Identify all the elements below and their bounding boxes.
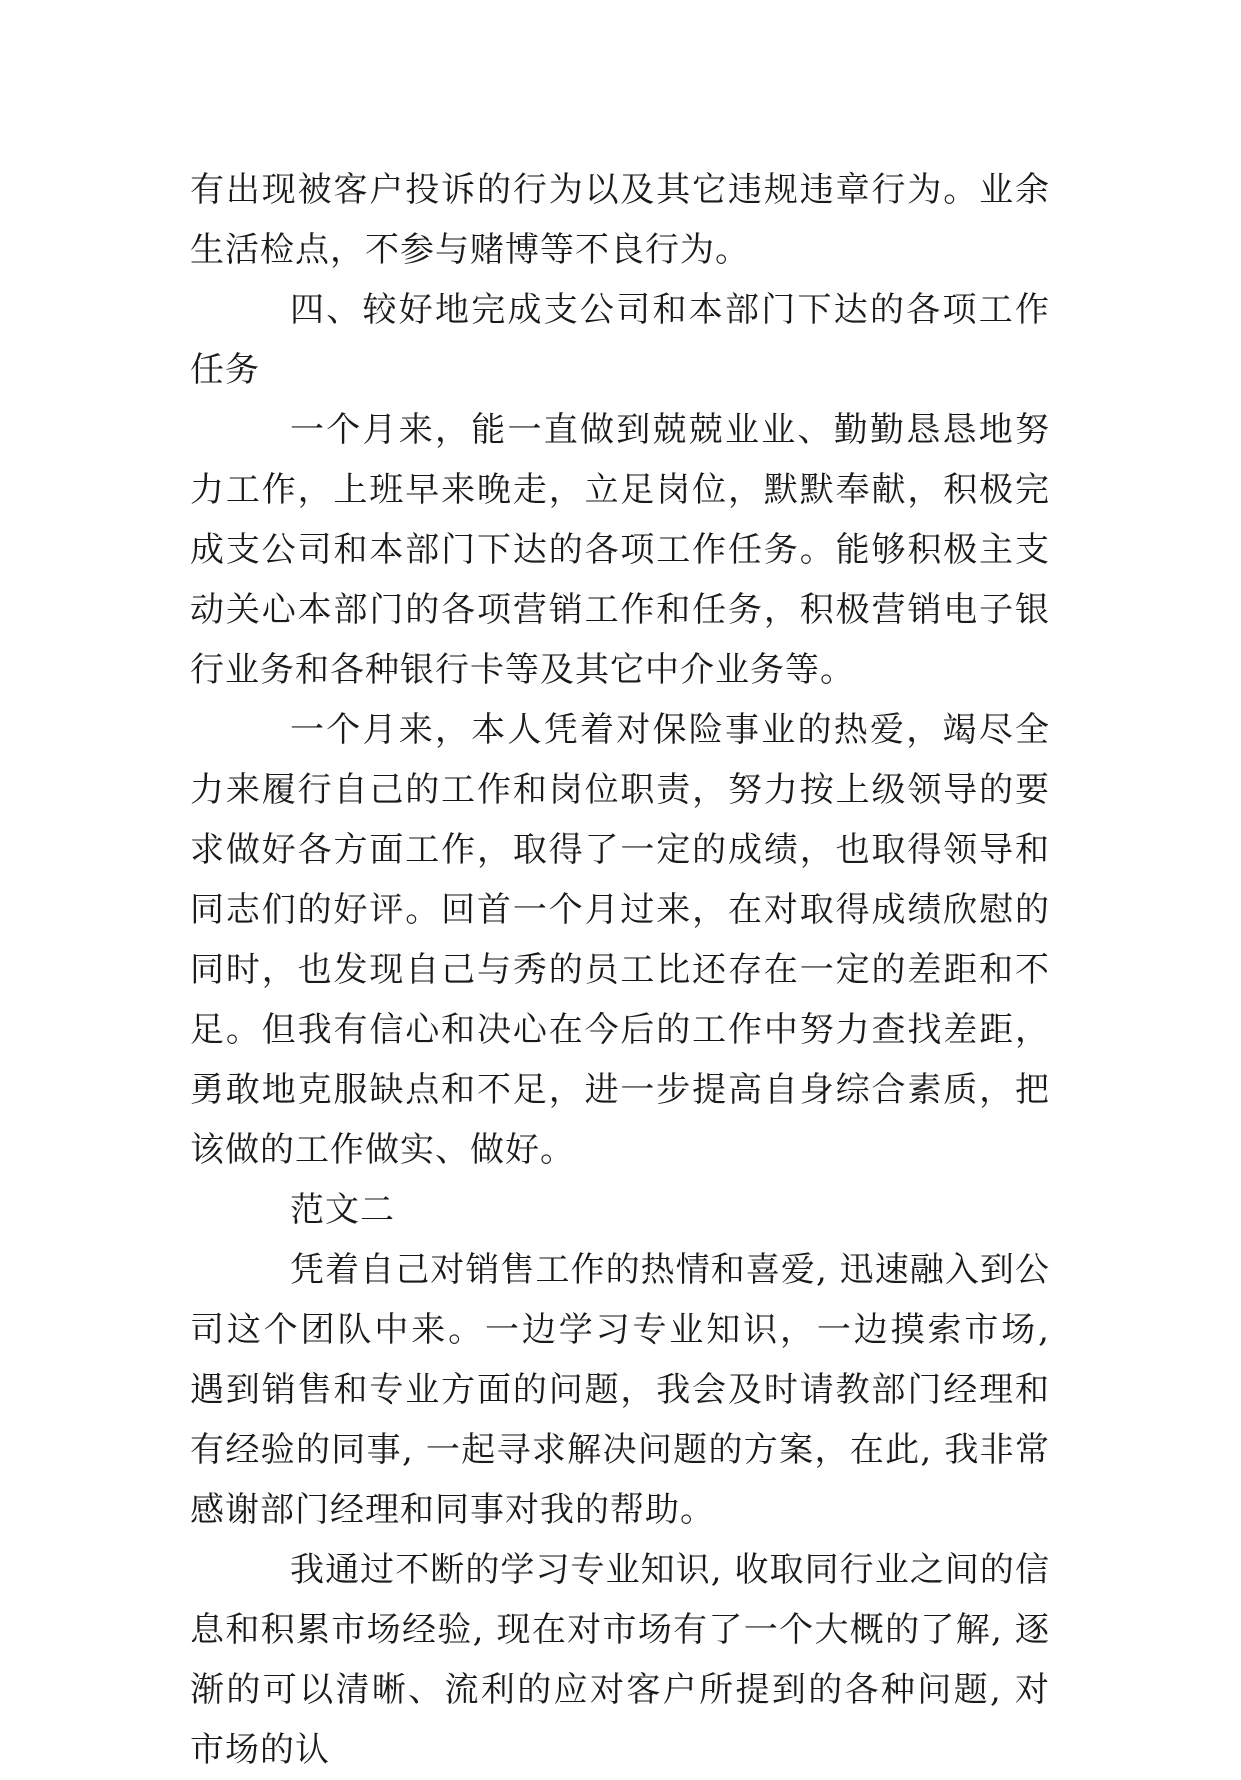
section-heading: 四、较好地完成支公司和本部门下达的各项工作任务 bbox=[190, 290, 1050, 390]
paragraph: 一个月来，本人凭着对保险事业的热爱，竭尽全力来履行自己的工作和岗位职责，努力按上级领导的要求做好各方面工作，取得了一定的成绩，也取得领导和同志们的好评。回首一个月过来，在对取得成绩欣慰的同时，也发现自己与秀的员工比还存在一定的差距和不足。但我有信心和决心在今后的工作中努力查找差距，勇敢地克服缺点和不足，进一步提高自身综合素质，把该做的工作做实、做好。 bbox=[190, 710, 1050, 1170]
paragraph-continuation: 有出现被客户投诉的行为以及其它违规违章行为。业余生活检点，不参与赌博等不良行为。 bbox=[190, 170, 1050, 270]
document-body bbox=[190, 160, 1050, 1780]
paragraph: 我通过不断的学习专业知识, 收取同行业之间的信息和积累市场经验, 现在对市场有了一个大概的了解, 逐渐的可以清晰、流利的应对客户所提到的各种问题, 对市场的认 bbox=[190, 1550, 1050, 1770]
section-heading: 范文二 bbox=[290, 1190, 395, 1230]
paragraph: 凭着自己对销售工作的热情和喜爱, 迅速融入到公司这个团队中来。一边学习专业知识，一边摸索市场, 遇到销售和专业方面的问题，我会及时请教部门经理和有经验的同事, 一起寻求解决问题的方案，在此, 我非常感谢部门经理和同事对我的帮助。 bbox=[190, 1250, 1050, 1530]
paragraph: 一个月来，能一直做到兢兢业业、勤勤恳恳地努力工作，上班早来晚走，立足岗位，默默奉献，积极完成支公司和本部门下达的各项工作任务。能够积极主支动关心本部门的各项营销工作和任务，积极营销电子银行业务和各种银行卡等及其它中介业务等。 bbox=[190, 410, 1050, 690]
